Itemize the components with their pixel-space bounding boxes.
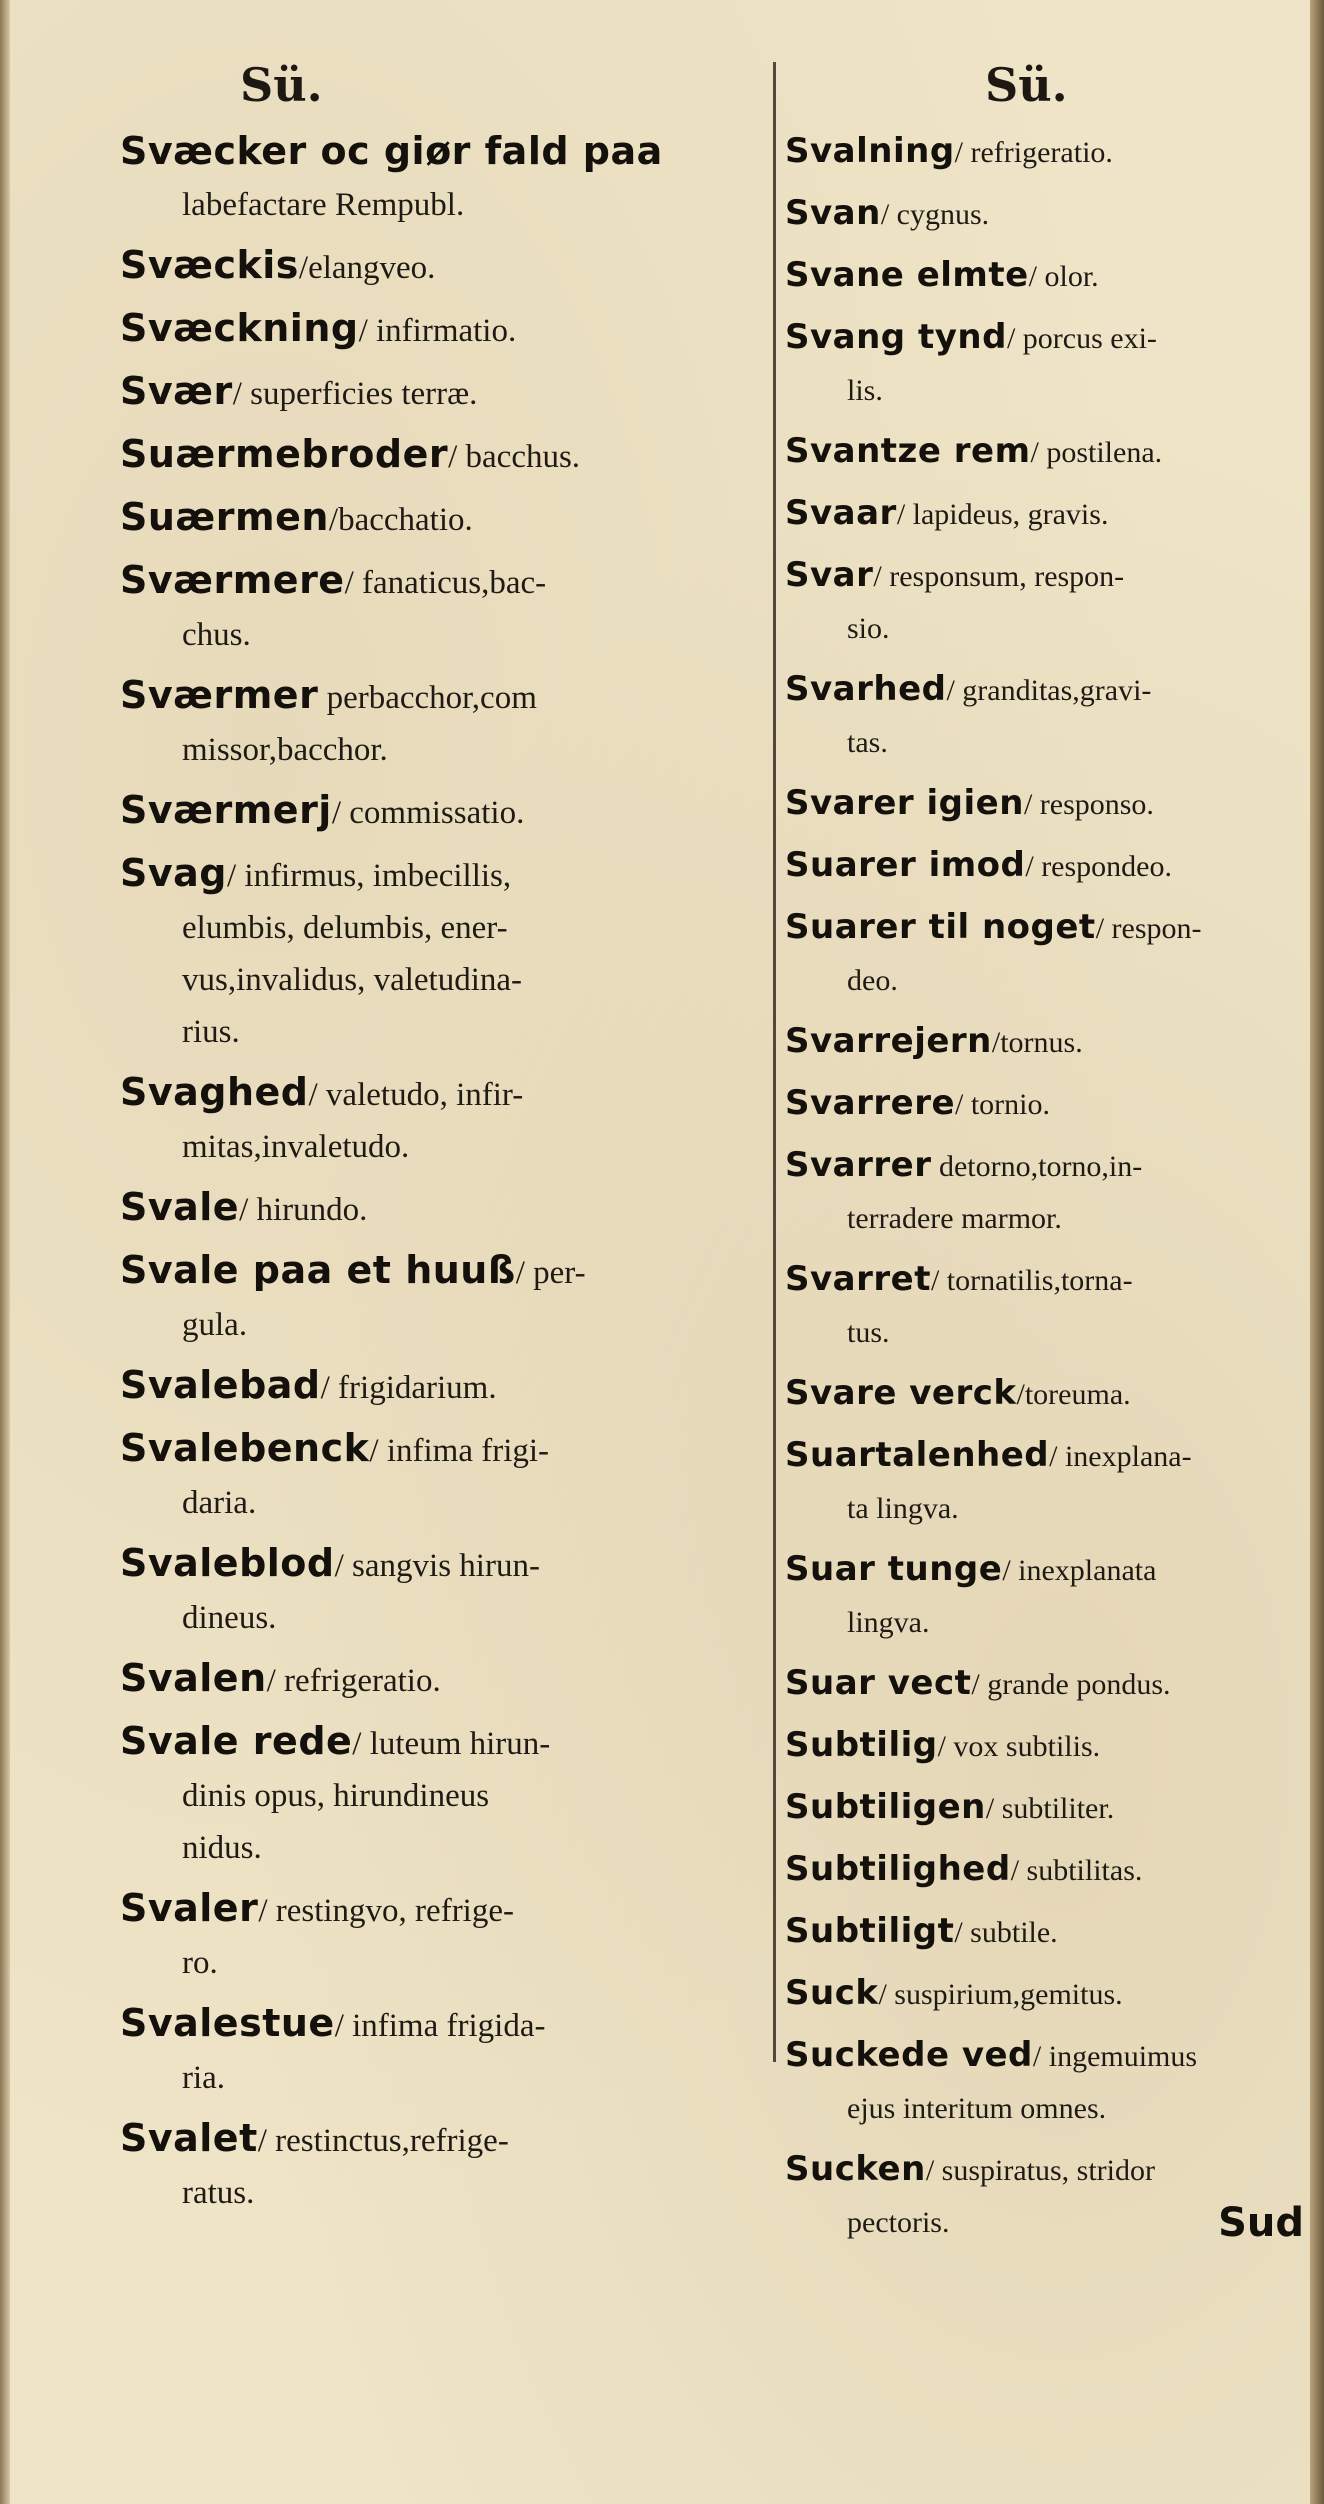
entry-continuation: tas. [847,726,888,759]
entry-definition: / bacchus. [448,439,581,475]
entry-continuation: lis. [847,374,883,407]
dictionary-entry [120,1652,760,1707]
entry-definition: / inexplanata [1002,1554,1157,1587]
entry-headword: Suærmen [120,495,329,539]
entry-definition: / respon- [1095,912,1202,945]
entry-headword: Svalebad [120,1363,321,1407]
entry-headword: Svæckning [120,306,359,350]
entry-headword: Svantze rem [785,431,1031,471]
entry-definition: / ingemuimus [1032,2040,1198,2073]
entry-headword: Suarer imod [785,845,1026,885]
entry-definition: / responso. [1023,788,1154,821]
entry-definition: / commissatio. [331,795,525,831]
dictionary-entry [785,1139,1313,1245]
entry-headword: Svale rede [120,1719,353,1763]
dictionary-entry [120,491,760,546]
entry-headword: Suar tunge [785,1549,1003,1589]
entry-headword: Svalen [120,1656,267,1700]
column-rule [773,62,776,2062]
entry-definition: / frigidarium. [320,1370,497,1406]
dictionary-entry [120,954,760,1006]
right-running-head: Sü. [985,58,1068,112]
dictionary-entry [785,549,1313,655]
dictionary-entry [785,1429,1313,1535]
entry-headword: Suærmebroder [120,432,449,476]
dictionary-entry [120,302,760,357]
entry-definition: / porcus exi- [1006,322,1157,355]
dictionary-entry [785,1905,1313,1959]
dictionary-entry [785,1253,1313,1359]
entry-definition: / granditas,gravi- [946,674,1152,707]
dictionary-entry [785,1967,1313,2021]
entry-definition: / postilena. [1030,436,1163,469]
dictionary-entry [120,428,760,483]
entry-definition: perbacchor,com [318,680,537,716]
entry-definition: / responsum, respon- [873,560,1125,593]
entry-definition: / respondeo. [1025,850,1172,883]
entry-definition: / lapideus, gravis. [896,498,1109,531]
entry-definition: / restinctus,refrige- [257,2123,509,2159]
dictionary-entry [785,1543,1313,1649]
entry-headword: Svale paa et huuß [120,1248,516,1292]
dictionary-entry [785,1015,1313,1069]
entry-continuation: deo. [847,964,898,997]
entry-definition: / refrigeratio. [266,1663,441,1699]
entry-headword: Svalet [120,2116,258,2160]
entry-headword: Svaar [785,493,897,533]
dictionary-entry [785,187,1313,241]
entry-headword: Svalning [785,131,955,171]
entry-definition: / hirundo. [239,1192,368,1228]
entry-definition: / infima frigida- [334,2008,546,2044]
entry-definition: / luteum hirun- [352,1726,551,1762]
entry-continuation: chus. [182,617,251,653]
entry-headword: Sværmer [120,673,319,717]
entry-headword: Svale [120,1185,240,1229]
entry-headword: Svaleblod [120,1541,335,1585]
entry-continuation: ro. [182,1945,218,1981]
entry-headword: Svarret [785,1259,931,1299]
dictionary-entry [785,487,1313,541]
dictionary-entry [785,1781,1313,1835]
dictionary-entry [120,125,760,231]
dictionary-entry [120,1997,760,2104]
dictionary-entry [120,1359,760,1414]
page-gutter-shadow [0,0,10,2504]
right-entry-list [785,125,1313,2249]
entry-definition: / tornatilis,torna- [930,1264,1133,1297]
entry-headword: Suck [785,1973,879,2013]
dictionary-entry [120,1244,760,1351]
entry-headword: Subtiligen [785,1787,986,1827]
dictionary-entry [785,2029,1313,2135]
entry-definition: / refrigeratio. [954,136,1113,169]
entry-headword: Svær [120,369,233,413]
entry-continuation: sio. [847,612,890,645]
entry-definition: /elangveo. [298,250,436,286]
entry-headword: Subtilighed [785,1849,1011,1889]
dictionary-entry [785,1657,1313,1711]
dictionary-entry [785,777,1313,831]
entry-definition: / inexplana- [1049,1440,1192,1473]
entry-headword: Sucken [785,2149,926,2189]
entry-definition: / cygnus. [880,198,990,231]
dictionary-entry [120,1006,760,1058]
entry-headword: Svalebenck [120,1426,370,1470]
entry-headword: Suarer til noget [785,907,1096,947]
entry-headword: Svang tynd [785,317,1007,357]
entry-continuation: gula. [182,1307,248,1343]
dictionary-entry [785,1367,1313,1421]
entry-headword: Svar [785,555,874,595]
dictionary-entry [785,125,1313,179]
entry-definition: / fanaticus,bac- [344,565,547,601]
entry-continuation: mitas,invaletudo. [182,1129,410,1165]
entry-continuation: terradere marmor. [847,1202,1062,1235]
catchword: Sud [1218,2200,1304,2246]
entry-continuation: labefactare Rempubl. [182,187,465,223]
entry-continuation: daria. [182,1485,257,1521]
entry-headword: Suartalenhed [785,1435,1050,1475]
entry-continuation: dineus. [182,1600,277,1636]
dictionary-entry [120,847,760,954]
entry-headword: Suar vect [785,1663,972,1703]
dictionary-entry [120,1181,760,1236]
dictionary-entry [785,663,1313,769]
entry-headword: Svan [785,193,881,233]
entry-continuation: elumbis, delumbis, ener- [182,910,508,946]
entry-definition: / valetudo, infir- [308,1077,524,1113]
right-column [785,45,1313,2257]
entry-continuation: ratus. [182,2175,255,2211]
entry-headword: Svæcker oc giør fald paa [120,129,663,173]
dictionary-entry [120,239,760,294]
entry-definition: /toreuma. [1016,1378,1131,1411]
entry-definition: /bacchatio. [328,502,473,538]
entry-definition: / subtile. [954,1916,1058,1949]
entry-definition: / restingvo, refrige- [258,1893,514,1929]
dictionary-entry [785,249,1313,303]
entry-headword: Svarrer [785,1145,932,1185]
entry-headword: Subtiligt [785,1911,955,1951]
dictionary-entry [785,901,1313,1007]
entry-definition: / infirmatio. [358,313,517,349]
entry-headword: Sværmerj [120,788,332,832]
entry-headword: Svag [120,851,227,895]
entry-definition: / sangvis hirun- [334,1548,540,1584]
entry-headword: Subtilig [785,1725,938,1765]
dictionary-entry [785,1719,1313,1773]
dictionary-entry [785,1077,1313,1131]
entry-continuation: vus,invalidus, valetudina- [182,962,523,998]
entry-continuation: nidus. [182,1830,262,1866]
dictionary-entry [120,365,760,420]
entry-headword: Svarrere [785,1083,956,1123]
dictionary-entry [120,1537,760,1644]
dictionary-entry [120,1882,760,1989]
entry-definition: / superficies terræ. [232,376,478,412]
dictionary-entry [785,1843,1313,1897]
dictionary-entry [120,669,760,776]
entry-definition: / subtilitas. [1010,1854,1143,1887]
entry-definition: / olor. [1028,260,1099,293]
dictionary-entry [785,311,1313,417]
entry-headword: Svane elmte [785,255,1029,295]
entry-definition: / infima frigi- [369,1433,550,1469]
entry-definition: / suspiratus, stridor [925,2154,1155,2187]
dictionary-entry [120,784,760,839]
entry-headword: Svare verck [785,1373,1017,1413]
entry-headword: Svalestue [120,2001,335,2045]
dictionary-entry [120,1066,760,1173]
entry-continuation: ejus interitum omnes. [847,2092,1107,2125]
left-entry-list [120,125,760,2219]
entry-headword: Sværmere [120,558,345,602]
entry-headword: Svarrejern [785,1021,992,1061]
entry-continuation: tus. [847,1316,890,1349]
entry-definition: / subtiliter. [985,1792,1115,1825]
entry-headword: Svaler [120,1886,259,1930]
entry-definition: / suspirium,gemitus. [878,1978,1123,2011]
entry-definition: / vox subtilis. [937,1730,1101,1763]
dictionary-entry [120,1422,760,1529]
entry-headword: Suckede ved [785,2035,1033,2075]
dictionary-entry [785,425,1313,479]
dictionary-entry [120,2112,760,2219]
entry-headword: Svæckis [120,243,299,287]
entry-continuation: missor,bacchor. [182,732,388,768]
entry-continuation: dinis opus, hirundineus [182,1778,490,1814]
entry-continuation: lingva. [847,1606,930,1639]
entry-definition: / grande pondus. [971,1668,1171,1701]
dictionary-entry [120,1822,760,1874]
entry-continuation: rius. [182,1014,240,1050]
entry-definition: / per- [515,1255,586,1291]
entry-continuation: pectoris. [847,2206,950,2239]
left-running-head: Sü. [240,58,323,112]
entry-definition: /tornus. [991,1026,1083,1059]
dictionary-entry [120,1715,760,1822]
entry-headword: Svaghed [120,1070,309,1114]
left-column [120,45,760,2227]
entry-definition: / infirmus, imbecillis, [226,858,512,894]
entry-definition: detorno,torno,in- [931,1150,1143,1183]
entry-headword: Svarer igien [785,783,1024,823]
entry-headword: Svarhed [785,669,947,709]
dictionary-entry [120,554,760,661]
entry-continuation: ta lingva. [847,1492,959,1525]
dictionary-entry [785,839,1313,893]
entry-continuation: ria. [182,2060,226,2096]
entry-definition: / tornio. [955,1088,1051,1121]
